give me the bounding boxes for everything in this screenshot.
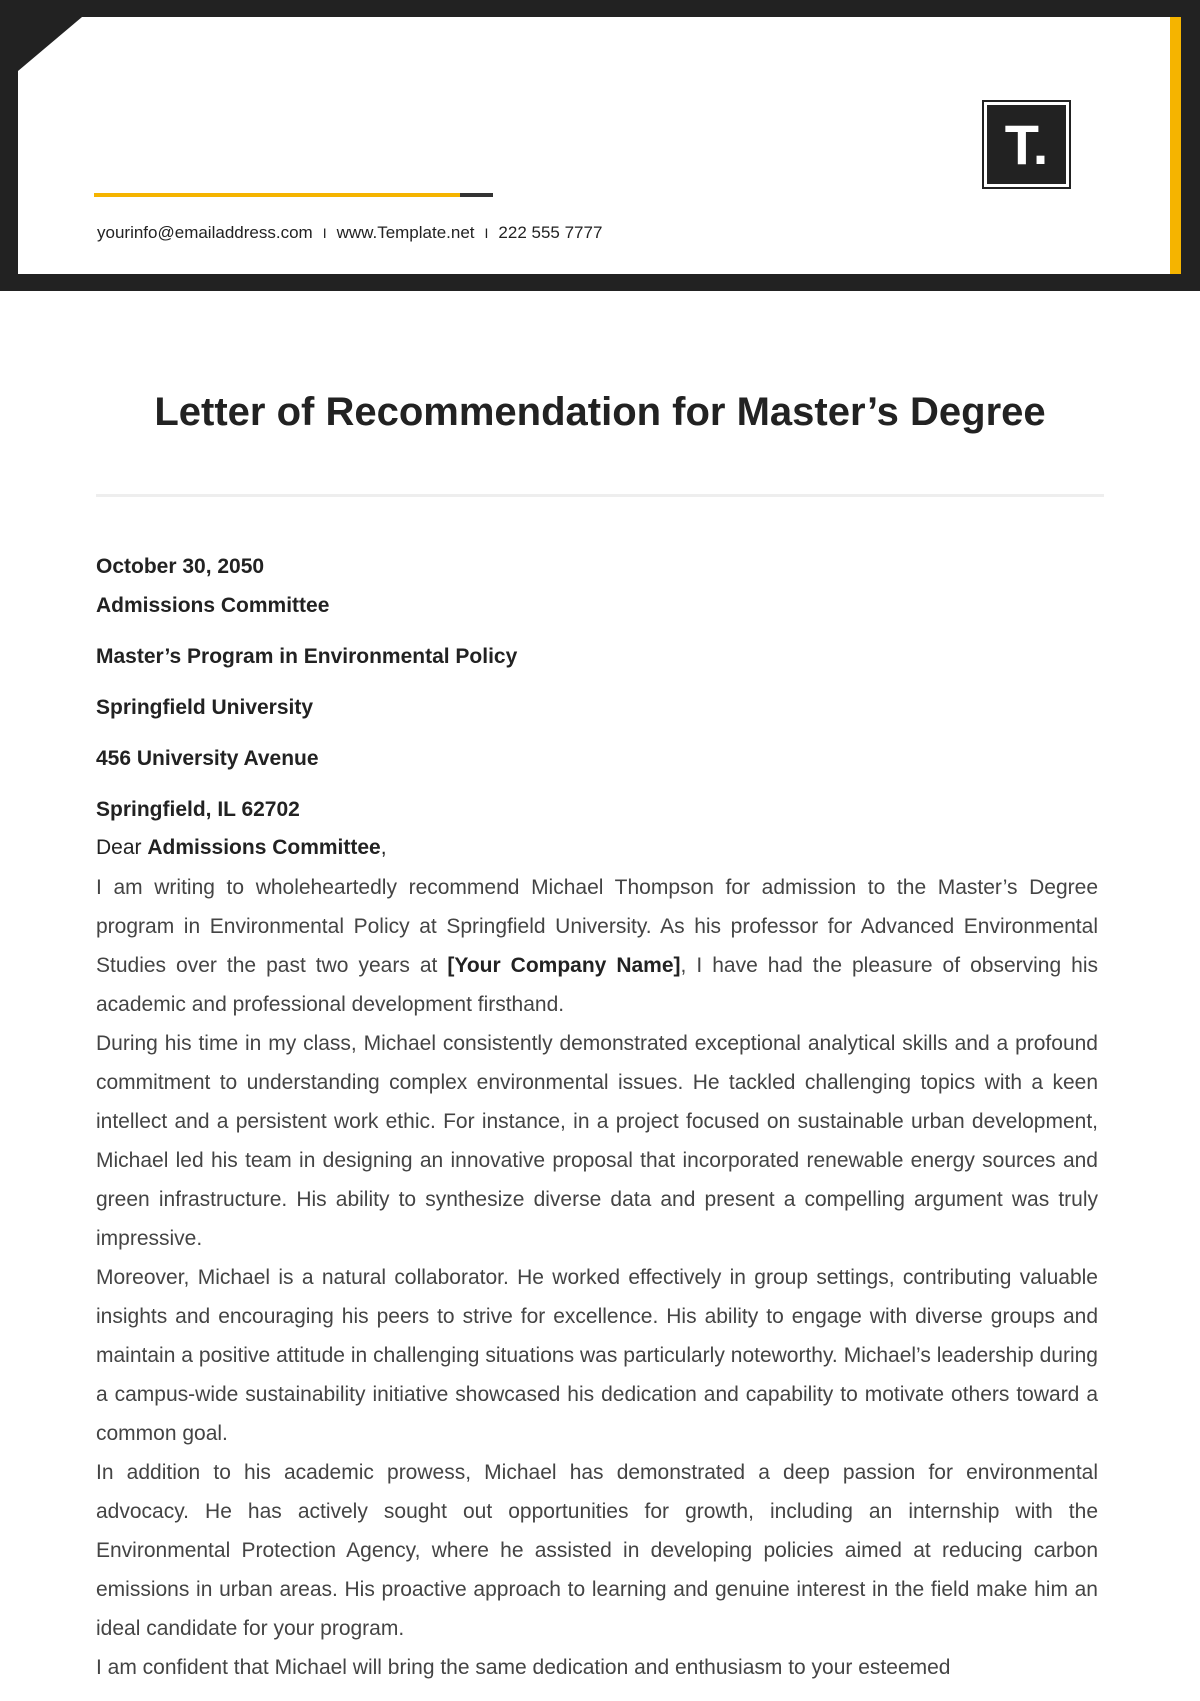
body-paragraph: In addition to his academic prowess, Michael has demonstrated a deep passion for environmental advocacy. He has actively sought out opportunities for growth, including an internship with the Environmental Protection Agency, where he assisted in developing policies aimed at reducing carbon emissions in urban areas. His proactive approach to learning and genuine interest in the field make him an ideal candidate for your program. — [96, 1461, 1098, 1640]
recipient-program: Master’s Program in Environmental Policy — [96, 645, 518, 668]
title-divider — [96, 494, 1104, 497]
accent-stripe — [1170, 17, 1181, 274]
recipient-city: Springfield, IL 62702 — [96, 798, 300, 821]
logo-mark: T. — [987, 105, 1066, 184]
document-title: Letter of Recommendation for Master’s Degree — [154, 390, 1046, 434]
paragraph-text: I am writing to wholeheartedly recommend Michael Thompson for admission to the Master’s Degree program in Environmental Policy at Springfield University. As his professor for Advanced Environmental Studies over the past two years at — [96, 876, 1098, 977]
salutation-suffix: , — [380, 836, 387, 859]
contact-separator: I — [322, 225, 327, 241]
recipient-name: Admissions Committee — [96, 594, 330, 617]
dark-rule — [460, 193, 493, 197]
company-logo — [982, 100, 1071, 189]
salutation-name: Admissions Committee — [147, 836, 381, 859]
accent-rule — [94, 193, 460, 197]
paragraph-text: , I have had the pleasure of observing his academic and professional development firsthand. — [96, 954, 1098, 1016]
body-paragraph: I am confident that Michael will bring the same dedication and enthusiasm to your esteemed — [96, 1656, 951, 1679]
company-placeholder: [Your Company Name] — [447, 954, 681, 977]
body-paragraph — [96, 868, 1098, 1024]
contact-separator: I — [484, 225, 489, 241]
email-text: yourinfo@emailaddress.com — [97, 223, 313, 242]
salutation — [96, 836, 387, 860]
contact-line — [97, 222, 602, 244]
letter-body — [96, 868, 1098, 1687]
letter-date: October 30, 2050 — [96, 555, 265, 578]
website-text: www.Template.net — [336, 223, 475, 242]
body-paragraph: Moreover, Michael is a natural collaborator. He worked effectively in group settings, contributing valuable insights and encouraging his peers to strive for excellence. His ability to engage with diverse groups and maintain a positive attitude in challenging situations was particularly noteworthy. Michael’s leadership during a campus-wide sustainability initiative showcased his dedication and capability to motivate others toward a common goal. — [96, 1266, 1098, 1445]
phone-text: 222 555 7777 — [498, 223, 603, 242]
recipient-street: 456 University Avenue — [96, 747, 319, 770]
salutation-prefix: Dear — [96, 836, 148, 859]
body-paragraph: During his time in my class, Michael consistently demonstrated exceptional analytical skills and a profound commitment to understanding complex environmental issues. He tackled challenging topics with a keen intellect and a persistent work ethic. For instance, in a project focused on sustainable urban development, Michael led his team in designing an innovative proposal that incorporated renewable energy sources and green infrastructure. His ability to synthesize diverse data and present a compelling argument was truly impressive. — [96, 1032, 1098, 1250]
letterhead-frame — [0, 0, 1200, 291]
recipient-university: Springfield University — [96, 696, 314, 719]
